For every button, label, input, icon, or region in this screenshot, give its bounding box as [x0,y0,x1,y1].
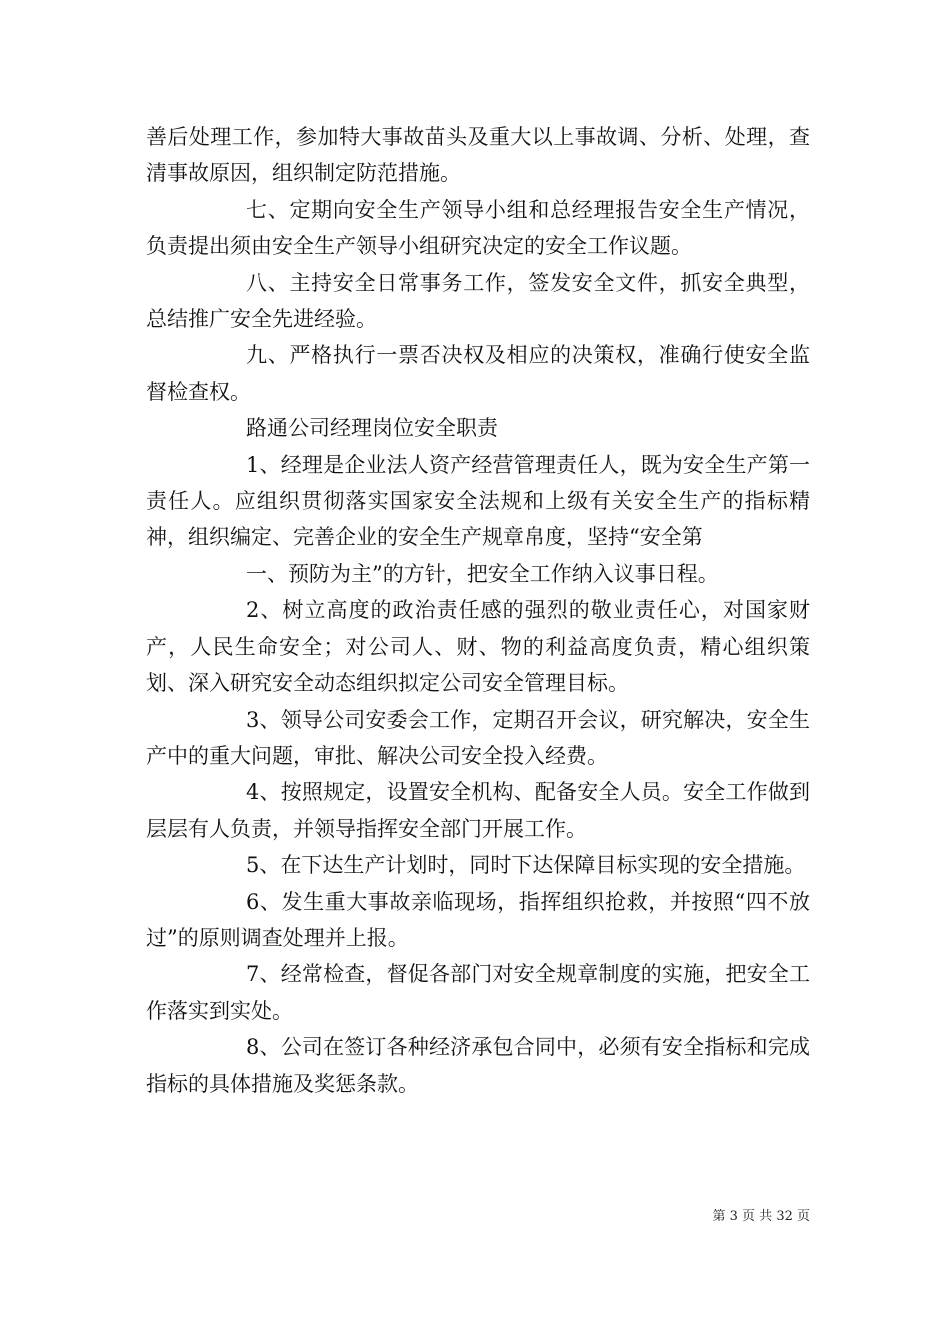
page-number: 第 3 页 共 32 页 [712,1209,810,1224]
paragraph-duty-5: 5、在下达生产计划时，同时下达保障目标实现的安全措施。 [246,853,806,878]
paragraph-duty-8: 8、公司在签订各种经济承包合同中，必须有安全指标和完成指标的具体措施及奖惩条款。 [146,1035,810,1096]
paragraph-item-9: 九、严格执行一票否决权及相应的决策权，准确行使安全监督检查权。 [146,343,810,404]
paragraph-item-7: 七、定期向安全生产领导小组和总经理报告安全生产情况，负责提出须由安全生产领导小组研究决定的安全工作议题。 [146,197,810,259]
paragraph-continuation: 善后处理工作，参加特大事故苗头及重大以上事故调、分析、处理，查清事故原因，组织制定防范措施。 [146,125,810,186]
paragraph-duty-1-cont: 一、预防为主”的方针，把安全工作纳入议事日程。 [246,561,719,586]
paragraph-item-8: 八、主持安全日常事务工作，签发安全文件，抓安全典型，总结推广安全先进经验。 [146,270,810,332]
paragraph-duty-4: 4、按照规定，设置安全机构、配备安全人员。安全工作做到层层有人负责，并领导指挥安全部门开展工作。 [146,780,810,841]
paragraph-duty-2: 2、树立高度的政治责任感的强烈的敬业责任心，对国家财产，人民生命安全；对公司人、财、物的利益高度负责，精心组织策划、深入研究安全动态组织拟定公司安全管理目标。 [146,598,810,696]
paragraph-duty-6: 6、发生重大事故亲临现场，指挥组织抢救，并按照“四不放过”的原则调查处理并上报。 [146,889,810,950]
section-heading: 路通公司经理岗位安全职责 [246,416,498,441]
paragraph-duty-3: 3、领导公司安委会工作，定期召开会议，研究解决，安全生产中的重大问题，审批、解决公司安全投入经费。 [146,707,810,768]
paragraph-duty-7: 7、经常检查，督促各部门对安全规章制度的实施，把安全工作落实到实处。 [146,962,810,1023]
paragraph-duty-1: 1、经理是企业法人资产经营管理责任人，既为安全生产第一责任人。应组织贯彻落实国家安全法规和上级有关安全生产的指标精神，组织编定、完善企业的安全生产规章帛度，坚持“安全第 [146,452,810,550]
document-body [146,119,810,1102]
